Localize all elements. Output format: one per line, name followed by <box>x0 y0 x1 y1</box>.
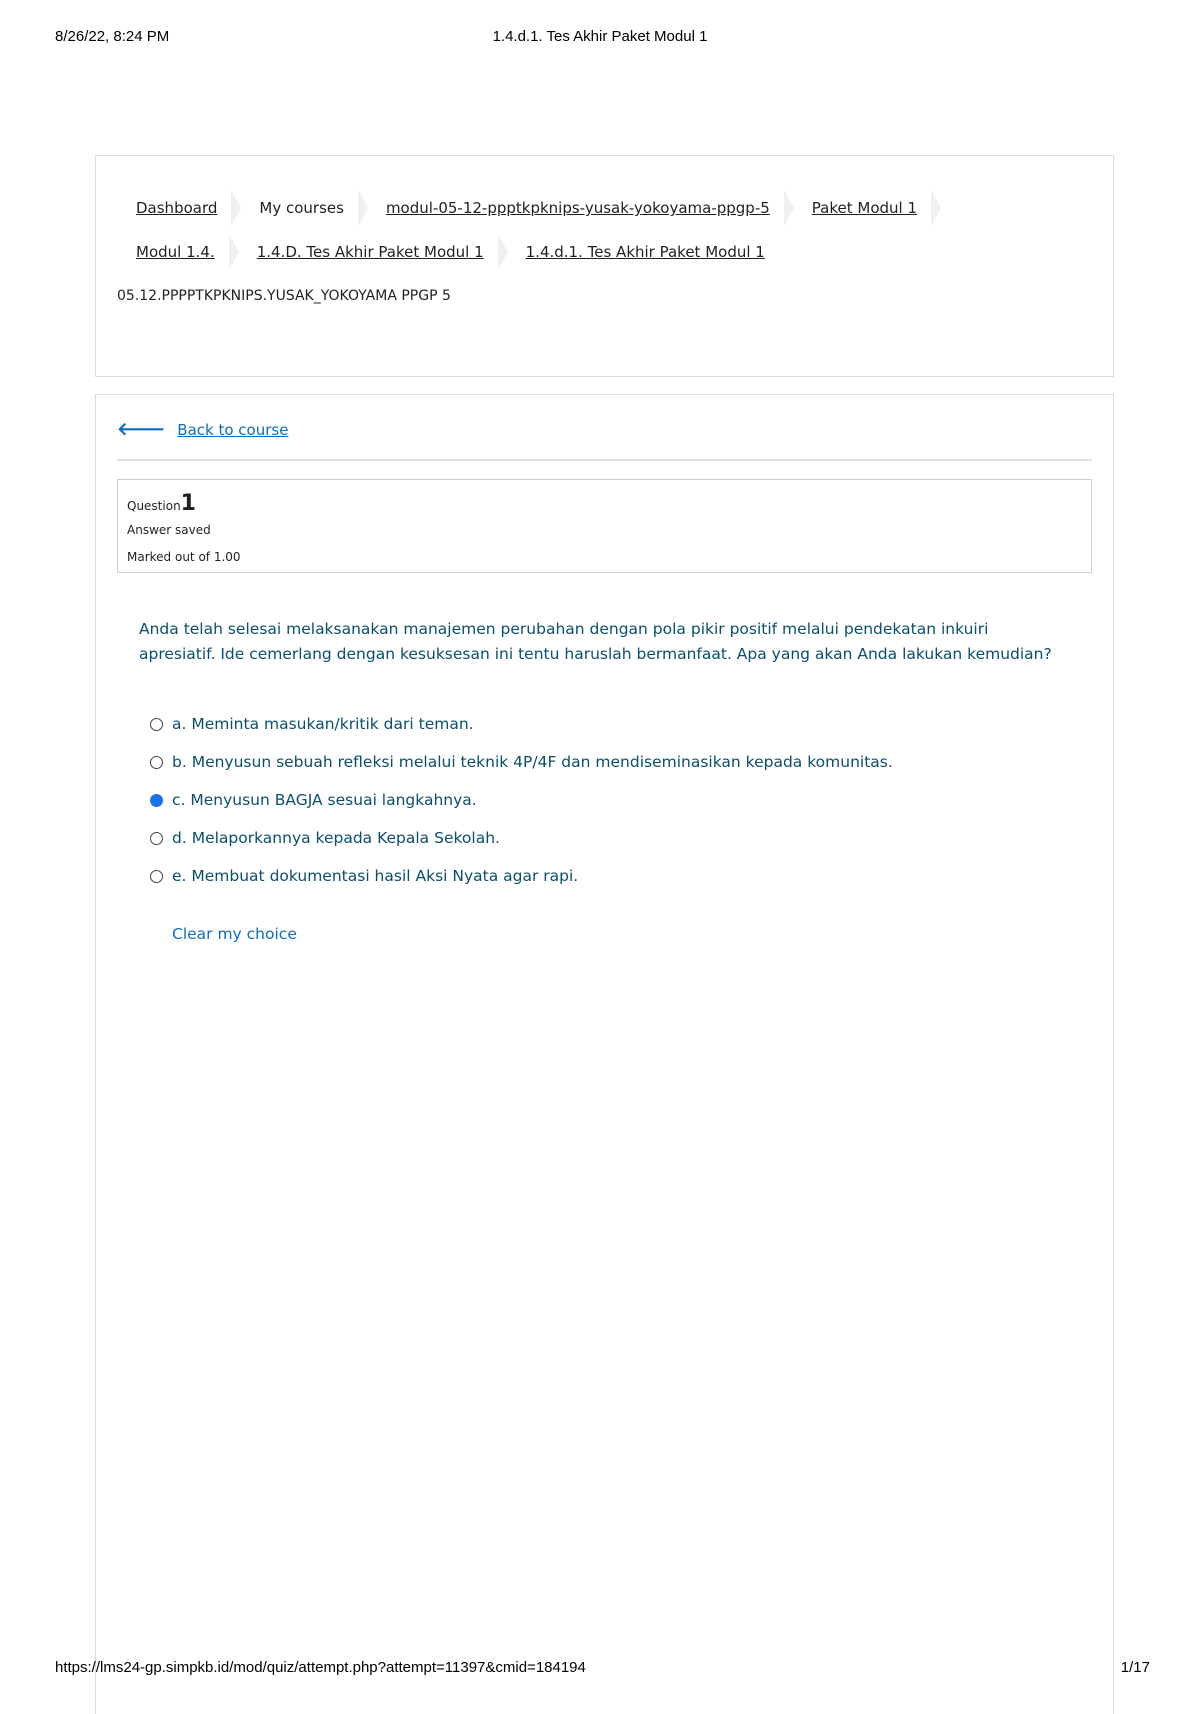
breadcrumb-separator-icon <box>358 190 368 226</box>
answer-label[interactable]: e. Membuat dokumentasi hasil Aksi Nyata agar rapi. <box>172 867 579 885</box>
question-label: Question <box>127 499 181 513</box>
print-datetime: 8/26/22, 8:24 PM <box>55 28 170 45</box>
breadcrumb-separator-icon <box>931 190 941 226</box>
radio-checked-icon[interactable] <box>150 794 163 807</box>
answer-option-b[interactable] <box>150 743 1050 781</box>
answer-option-a[interactable] <box>150 705 1050 743</box>
breadcrumb-item-modul[interactable] <box>136 243 215 261</box>
breadcrumb-separator-icon <box>229 234 239 270</box>
breadcrumb-separator-icon <box>784 190 794 226</box>
breadcrumb-text: My courses <box>259 199 344 217</box>
radio-unchecked-icon[interactable] <box>150 718 163 731</box>
breadcrumb-link[interactable]: 1.4.d.1. Tes Akhir Paket Modul 1 <box>525 243 765 261</box>
question-status: Answer saved <box>127 523 211 537</box>
breadcrumb-item-section[interactable] <box>257 243 484 261</box>
breadcrumb-row-1 <box>136 186 1086 230</box>
breadcrumb-separator-icon <box>498 234 508 270</box>
breadcrumb-link[interactable]: Paket Modul 1 <box>811 199 918 217</box>
breadcrumb-link[interactable]: Modul 1.4. <box>136 243 215 261</box>
answer-label[interactable]: c. Menyusun BAGJA sesuai langkahnya. <box>172 791 477 809</box>
radio-unchecked-icon[interactable] <box>150 870 163 883</box>
answer-option-e[interactable] <box>150 857 1050 895</box>
breadcrumb-row-2 <box>136 230 1086 274</box>
breadcrumb-item-course[interactable] <box>386 199 770 217</box>
radio-unchecked-icon[interactable] <box>150 832 163 845</box>
breadcrumb-link[interactable]: 1.4.D. Tes Akhir Paket Modul 1 <box>256 243 484 261</box>
answer-option-d[interactable] <box>150 819 1050 857</box>
page-header-card <box>95 155 1114 377</box>
breadcrumb-item-quiz[interactable] <box>526 243 765 261</box>
back-to-course-link[interactable] <box>117 419 288 440</box>
question-marks: Marked out of 1.00 <box>127 550 241 564</box>
breadcrumb-link[interactable]: modul-05-12-ppptkpknips-yusak-yokoyama-ppgp-5 <box>385 199 770 217</box>
breadcrumb-item-paket-modul[interactable] <box>812 199 917 217</box>
clear-my-choice-link[interactable]: Clear my choice <box>172 925 297 943</box>
answer-label[interactable]: d. Melaporkannya kepada Kepala Sekolah. <box>172 829 500 847</box>
breadcrumb-link[interactable]: Dashboard <box>136 199 218 217</box>
question-info-box <box>117 479 1092 573</box>
back-to-course-label[interactable]: Back to course <box>177 420 289 439</box>
answer-option-c[interactable] <box>150 781 1050 819</box>
print-url: https://lms24-gp.simpkb.id/mod/quiz/attempt.php?attempt=11397&cmid=184194 <box>55 1659 586 1676</box>
breadcrumb-item-dashboard[interactable] <box>136 199 217 217</box>
radio-unchecked-icon[interactable] <box>150 756 163 769</box>
breadcrumb <box>136 186 1086 274</box>
question-number: 1 <box>180 491 196 516</box>
breadcrumb-item-my-courses <box>259 199 344 217</box>
answer-label[interactable]: a. Meminta masukan/kritik dari teman. <box>172 715 474 733</box>
question-text: Anda telah selesai melaksanakan manajemen perubahan dengan pola pikir positif melalui pendekatan inkuiri apresiatif. Ide cemerlang dengan kesuksesan ini tentu haruslah bermanfaat. Apa yang akan Anda lakukan kemudian? <box>139 620 1052 663</box>
quiz-main-card <box>95 394 1114 1714</box>
divider <box>117 459 1092 461</box>
arrow-left-icon: 🡐 <box>117 419 166 440</box>
question-number-line <box>127 490 1082 517</box>
print-page-number: 1/17 <box>1120 1659 1150 1676</box>
course-name: 05.12.PPPPTKPKNIPS.YUSAK_YOKOYAMA PPGP 5 <box>117 288 451 304</box>
breadcrumb-separator-icon <box>231 190 241 226</box>
answer-label[interactable]: b. Menyusun sebuah refleksi melalui teknik 4P/4F dan mendiseminasikan kepada komunitas. <box>172 753 893 771</box>
print-title: 1.4.d.1. Tes Akhir Paket Modul 1 <box>492 28 708 45</box>
answer-options <box>150 705 1050 895</box>
